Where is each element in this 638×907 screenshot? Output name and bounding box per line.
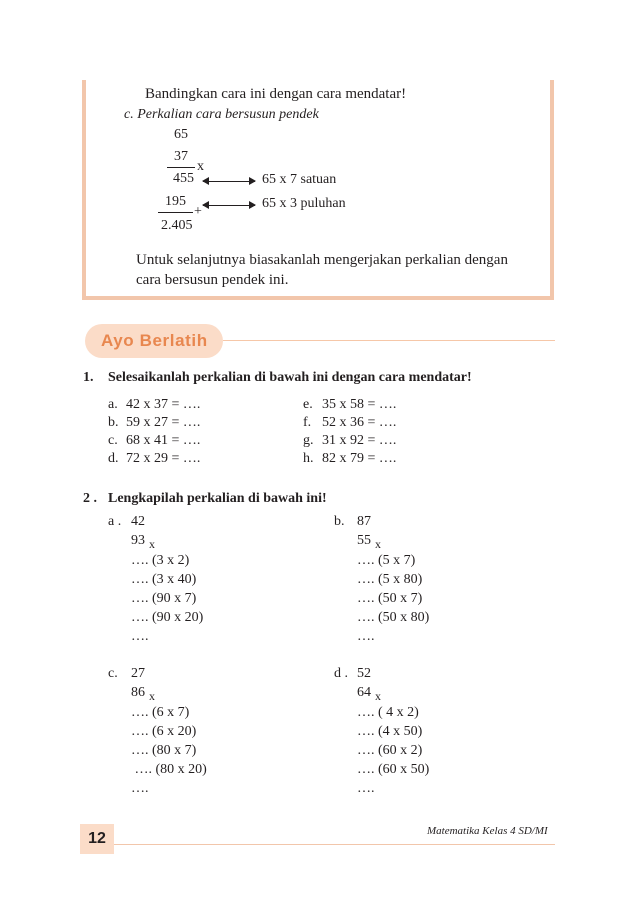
q2d-times-sign: x <box>375 689 381 703</box>
q1-expr-a: 42 x 37 = …. <box>126 397 201 412</box>
q2-number: 2 . <box>83 491 97 506</box>
q1-expr-g: 31 x 92 = …. <box>322 433 397 448</box>
q2b-times-sign: x <box>375 537 381 551</box>
footer-book-title: Matematika Kelas 4 SD/MI <box>427 825 548 837</box>
q2c-top: 27 <box>131 666 145 681</box>
q1-label-g: g. <box>303 433 314 448</box>
q2c-bottom <box>131 685 155 701</box>
q2b-bottom <box>357 533 381 549</box>
q2c-step: …. (80 x 20) <box>131 762 207 777</box>
q1-label-d: d. <box>108 451 119 466</box>
q2c-step: …. (6 x 7) <box>131 705 190 720</box>
q2a-bottom-value: 93 <box>131 533 145 548</box>
q2a-step: …. (3 x 2) <box>131 553 190 568</box>
q2a-step: …. (3 x 40) <box>131 572 197 587</box>
q1-expr-d: 72 x 29 = …. <box>126 451 201 466</box>
calc-plus-sign: + <box>194 204 202 219</box>
calc-times-sign: x <box>197 159 204 174</box>
q2a-label: a . <box>108 514 122 529</box>
calc-partial1: 455 <box>173 171 194 186</box>
box-intro: Bandingkan cara ini dengan cara mendatar! <box>145 86 407 102</box>
q2d-step: …. (60 x 2) <box>357 743 423 758</box>
q2c-step: …. (6 x 20) <box>131 724 197 739</box>
q2b-bottom-value: 55 <box>357 533 371 548</box>
q2b-label: b. <box>334 514 345 529</box>
q2c-label: c. <box>108 666 118 681</box>
page-number: 12 <box>80 824 114 854</box>
q2d-bottom <box>357 685 381 701</box>
calc-line-2 <box>158 212 193 213</box>
footer-divider <box>114 844 555 845</box>
q1-label-e: e. <box>303 397 313 412</box>
q1-label-c: c. <box>108 433 118 448</box>
calc-top: 65 <box>174 127 188 142</box>
q1-expr-e: 35 x 58 = …. <box>322 397 397 412</box>
q1-label-b: b. <box>108 415 119 430</box>
section-divider <box>223 340 555 341</box>
calc-second: 37 <box>174 149 188 164</box>
q2a-bottom <box>131 533 155 549</box>
q2d-label: d . <box>334 666 348 681</box>
q2c-times-sign: x <box>149 689 155 703</box>
q2c-step: …. <box>131 781 149 796</box>
q2b-top: 87 <box>357 514 371 529</box>
q2-text: Lengkapilah perkalian di bawah ini! <box>108 491 327 506</box>
q1-expr-f: 52 x 36 = …. <box>322 415 397 430</box>
box-closing-line-2: cara bersusun pendek ini. <box>136 272 289 288</box>
arrow-icon <box>203 181 255 182</box>
q1-number: 1. <box>83 370 94 385</box>
q2b-step: …. (50 x 80) <box>357 610 430 625</box>
calc-result: 2.405 <box>161 218 193 233</box>
section-title: Ayo Berlatih <box>85 324 223 358</box>
q2b-step: …. (5 x 80) <box>357 572 423 587</box>
q1-expr-b: 59 x 27 = …. <box>126 415 201 430</box>
calc-partial2: 195 <box>165 194 186 209</box>
q2a-step: …. (90 x 7) <box>131 591 197 606</box>
q1-expr-h: 82 x 79 = …. <box>322 451 397 466</box>
q1-text: Selesaikanlah perkalian di bawah ini dengan cara mendatar! <box>108 370 472 385</box>
calc-line-1 <box>167 167 195 168</box>
calc-partial1-note: 65 x 7 satuan <box>262 172 337 187</box>
box-subheading: c. Perkalian cara bersusun pendek <box>124 107 319 122</box>
q1-label-f: f. <box>303 415 312 430</box>
q1-label-h: h. <box>303 451 314 466</box>
calc-partial2-note: 65 x 3 puluhan <box>262 196 346 211</box>
q2d-step: …. (60 x 50) <box>357 762 430 777</box>
q2c-bottom-value: 86 <box>131 685 145 700</box>
q2c-step: …. (80 x 7) <box>131 743 197 758</box>
q2d-step: …. (4 x 50) <box>357 724 423 739</box>
q2a-step: …. <box>131 629 149 644</box>
box-closing-line-1: Untuk selanjutnya biasakanlah mengerjakan perkalian dengan <box>136 252 508 268</box>
q2a-times-sign: x <box>149 537 155 551</box>
q2b-step: …. (5 x 7) <box>357 553 416 568</box>
q2d-step: …. ( 4 x 2) <box>357 705 419 720</box>
q2a-top: 42 <box>131 514 145 529</box>
q2a-step: …. (90 x 20) <box>131 610 204 625</box>
q1-label-a: a. <box>108 397 118 412</box>
q2b-step: …. (50 x 7) <box>357 591 423 606</box>
q2d-bottom-value: 64 <box>357 685 371 700</box>
q2d-step: …. <box>357 781 375 796</box>
q2b-step: …. <box>357 629 375 644</box>
q2d-top: 52 <box>357 666 371 681</box>
q1-expr-c: 68 x 41 = …. <box>126 433 201 448</box>
arrow-icon <box>203 205 255 206</box>
